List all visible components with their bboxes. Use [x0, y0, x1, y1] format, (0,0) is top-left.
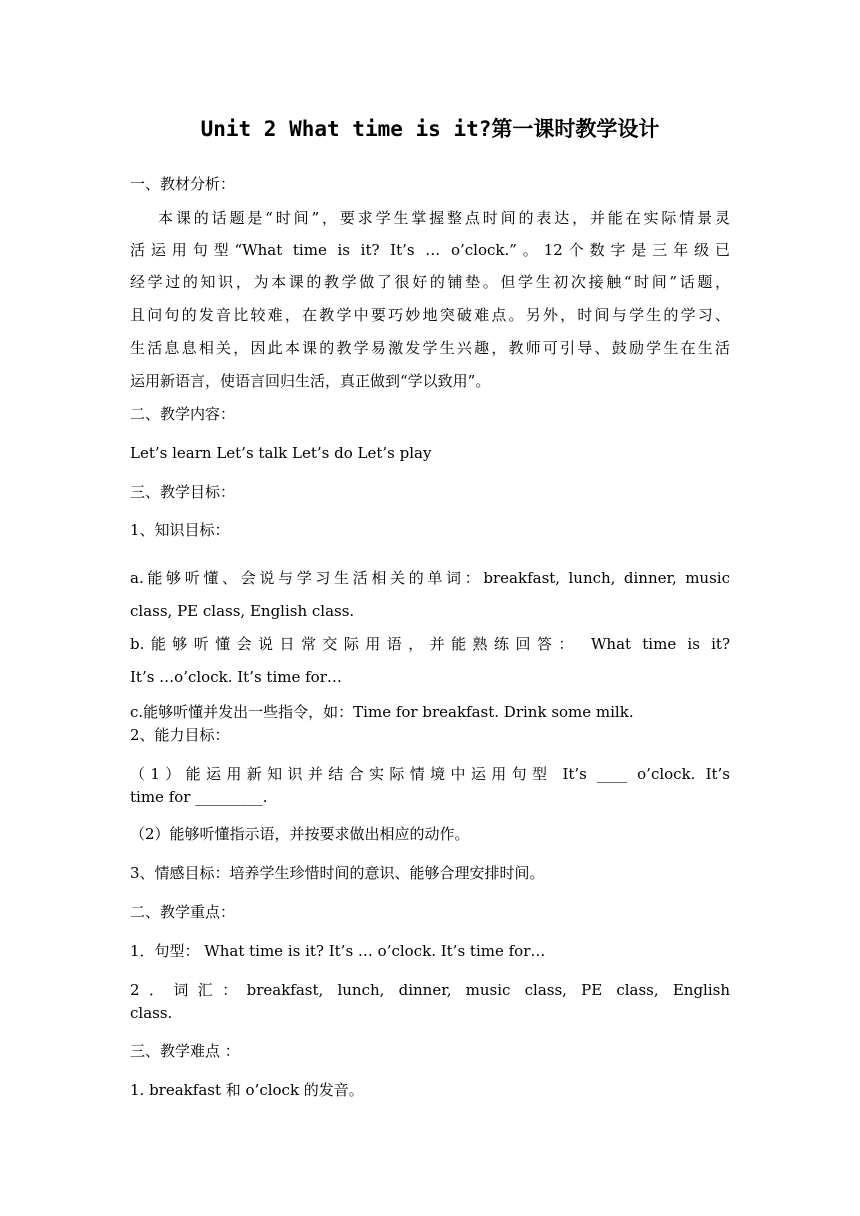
paragraph-line: a.能够听懂、会说与学习生活相关的单词：breakfast, lunch, dinner, music — [130, 569, 730, 587]
subsection-heading: 3、情感目标：培养学生珍惜时间的意识、能够合理安排时间。 — [130, 864, 545, 882]
section-heading: 三、教学目标： — [130, 483, 236, 501]
section-heading: 一、教材分析： — [130, 175, 236, 193]
paragraph-line: time for _________. — [130, 788, 268, 806]
paragraph-line: class, PE class, English class. — [130, 602, 355, 620]
document-title: Unit 2 What time is it?第一课时教学设计 — [200, 117, 660, 141]
paragraph-line: 2．词汇：breakfast, lunch, dinner, music class, PE class, English — [130, 981, 730, 999]
subsection-heading: 1、知识目标： — [130, 521, 230, 539]
section-heading: 二、教学重点： — [130, 903, 236, 921]
paragraph-line: 1．句型： What time is it? It’s … o’clock. It’s time for… — [130, 942, 546, 960]
paragraph-line: 且问句的发音比较难，在教学中要巧妙地突破难点。另外，时间与学生的学习、 — [130, 306, 730, 324]
paragraph-line: 经学过的知识，为本课的教学做了很好的铺垫。但学生初次接触“时间”话题， — [130, 273, 730, 291]
paragraph-line: 运用新语言，使语言回归生活，真正做到“学以致用”。 — [130, 372, 491, 390]
subsection-heading: 2、能力目标： — [130, 726, 230, 744]
section-heading: 二、教学内容： — [130, 405, 236, 423]
content-line: Let’s learn Let’s talk Let’s do Let’s play — [130, 444, 432, 462]
paragraph-line: 本课的话题是“时间”，要求学生掌握整点时间的表达，并能在实际情景灵 — [158, 209, 730, 227]
paragraph-line: class. — [130, 1004, 173, 1022]
paragraph-line: b.能够听懂会说日常交际用语，并能熟练回答： What time is it? — [130, 635, 730, 653]
paragraph-line: 1. breakfast 和 o’clock 的发音。 — [130, 1081, 364, 1099]
paragraph-line: It’s …o’clock. It’s time for… — [130, 668, 342, 686]
paragraph-line: c.能够听懂并发出一些指令，如：Time for breakfast. Drink some milk. — [130, 703, 634, 721]
paragraph-line: 生活息息相关，因此本课的教学易激发学生兴趣，教师可引导、鼓励学生在生活 — [130, 339, 730, 357]
paragraph-line: 活运用句型“What time is it? It’s … o’clock.”。12个数字是三年级已 — [130, 241, 730, 259]
section-heading: 三、教学难点 ： — [130, 1042, 240, 1060]
paragraph-line: （2）能够听懂指示语，并按要求做出相应的动作。 — [130, 825, 470, 843]
paragraph-line: （1）能运用新知识并结合实际情境中运用句型 It’s ____ o’clock. It’s — [130, 765, 730, 783]
